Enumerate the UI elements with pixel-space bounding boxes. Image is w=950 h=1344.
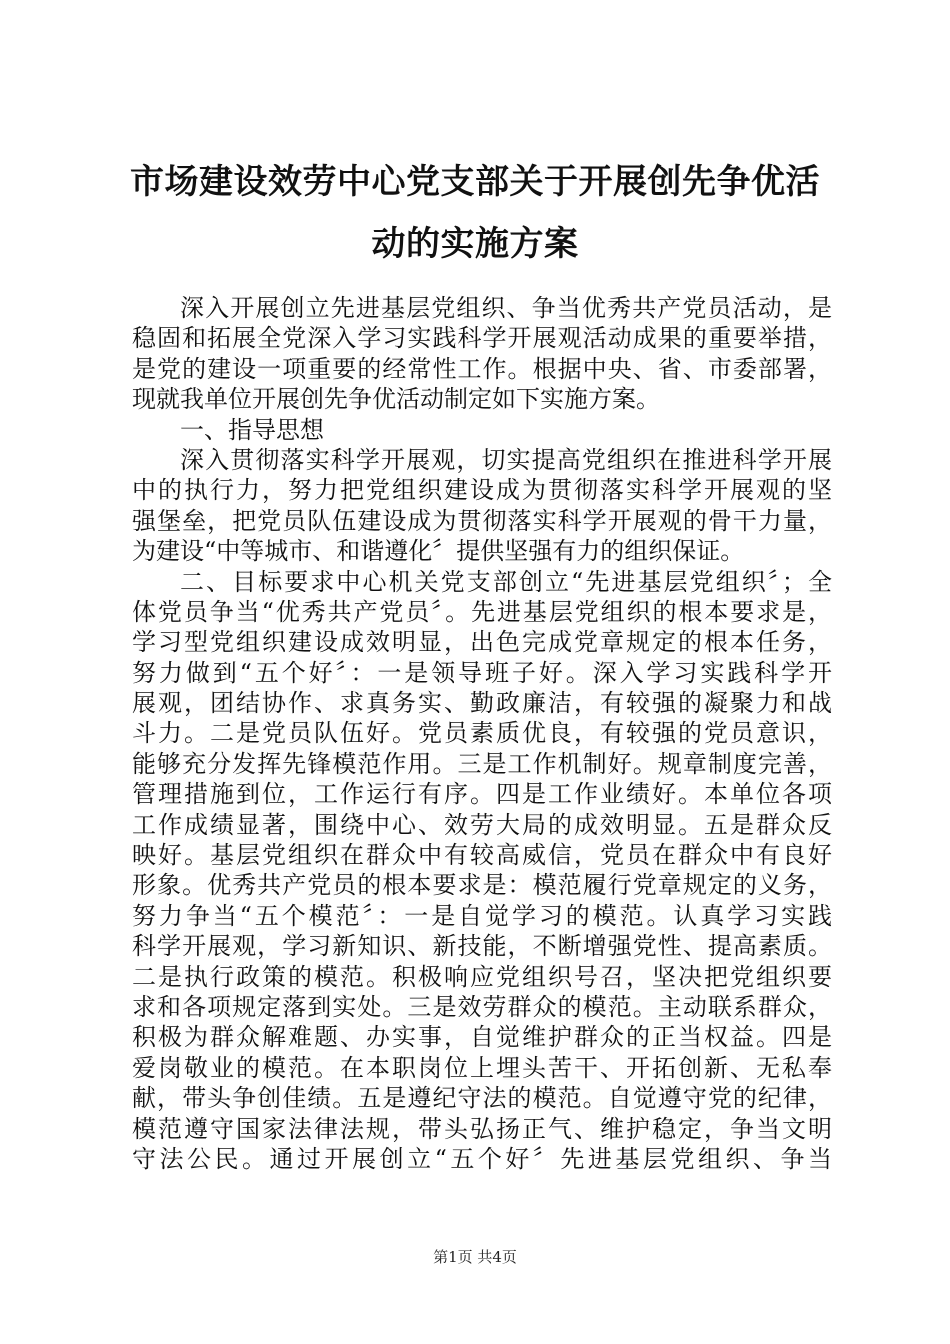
body-text-line: 科学开展观，学习新知识、新技能，不断增强党性、提高素质。 [132, 932, 832, 961]
body-text-line: 深入开展创立先进基层党组织、争当优秀共产党员活动，是 [180, 294, 832, 322]
body-text-line: 展观，团结协作、求真务实、勤政廉洁，有较强的凝聚力和战 [132, 689, 832, 718]
body-text-line: 管理措施到位，工作运行有序。四是工作业绩好。本单位各项 [132, 780, 832, 809]
body-text-line: 努力争当“五个模范〞：一是自觉学习的模范。认真学习实践 [132, 901, 832, 930]
body-text-line: 强堡垒，把党员队伍建设成为贯彻落实科学开展观的骨干力量， [132, 506, 832, 535]
body-text-line: 现就我单位开展创先争优活动制定如下实施方案。 [132, 385, 660, 414]
body-text-line: 能够充分发挥先锋模范作用。三是工作机制好。规章制度完善， [132, 749, 832, 778]
document-title-line-2: 动的实施方案 [371, 224, 579, 264]
body-text-line: 求和各项规定落到实处。三是效劳群众的模范。主动联系群众， [132, 992, 832, 1021]
body-text-line: 深入贯彻落实科学开展观，切实提高党组织在推进科学开展 [180, 445, 832, 474]
body-text-line: 爱岗敬业的模范。在本职岗位上埋头苦干、开拓创新、无私奉 [132, 1053, 832, 1082]
body-text-line: 形象。优秀共产党员的根本要求是：模范履行党章规定的义务， [132, 871, 832, 900]
body-text-line: 体党员争当“优秀共产党员〞。先进基层党组织的根本要求是， [132, 597, 832, 626]
body-text-line: 一、指导思想 [180, 415, 324, 444]
body-text-line: 是党的建设一项重要的经常性工作。根据中央、省、市委部署， [132, 354, 832, 383]
body-text-line: 中的执行力，努力把党组织建设成为贯彻落实科学开展观的坚 [132, 476, 832, 505]
body-text-line: 映好。基层党组织在群众中有较高威信，党员在群众中有良好 [132, 841, 832, 870]
body-text-line: 模范遵守国家法律法规，带头弘扬正气、维护稳定，争当文明 [132, 1114, 832, 1143]
body-text-line: 为建设“中等城市、和谐遵化〞提供坚强有力的组织保证。 [132, 537, 745, 566]
body-text-line: 献，带头争创佳绩。五是遵纪守法的模范。自觉遵守党的纪律， [132, 1084, 832, 1113]
page-footer: 第1页 共4页 [433, 1248, 517, 1266]
body-text-line: 二、目标要求中心机关党支部创立“先进基层党组织〞；全 [180, 567, 832, 596]
body-text-line: 工作成绩显著，围绕中心、效劳大局的成效明显。五是群众反 [132, 810, 832, 839]
body-text-line: 稳固和拓展全党深入学习实践科学开展观活动成果的重要举措， [132, 324, 832, 353]
document-body [132, 293, 832, 1174]
body-text-line: 二是执行政策的模范。积极响应党组织号召，坚决把党组织要 [132, 962, 832, 991]
document-title-line-1: 市场建设效劳中心党支部关于开展创先争优活 [130, 162, 820, 202]
body-text-line: 斗力。二是党员队伍好。党员素质优良，有较强的党员意识， [132, 719, 832, 748]
body-text-line: 守法公民。通过开展创立“五个好〞先进基层党组织、争当 [132, 1144, 832, 1173]
body-text-line: 学习型党组织建设成效明显，出色完成党章规定的根本任务， [132, 628, 832, 657]
body-text-line: 积极为群众解难题、办实事，自觉维护群众的正当权益。四是 [132, 1023, 832, 1052]
body-text-line: 努力做到“五个好〞：一是领导班子好。深入学习实践科学开 [132, 658, 832, 687]
